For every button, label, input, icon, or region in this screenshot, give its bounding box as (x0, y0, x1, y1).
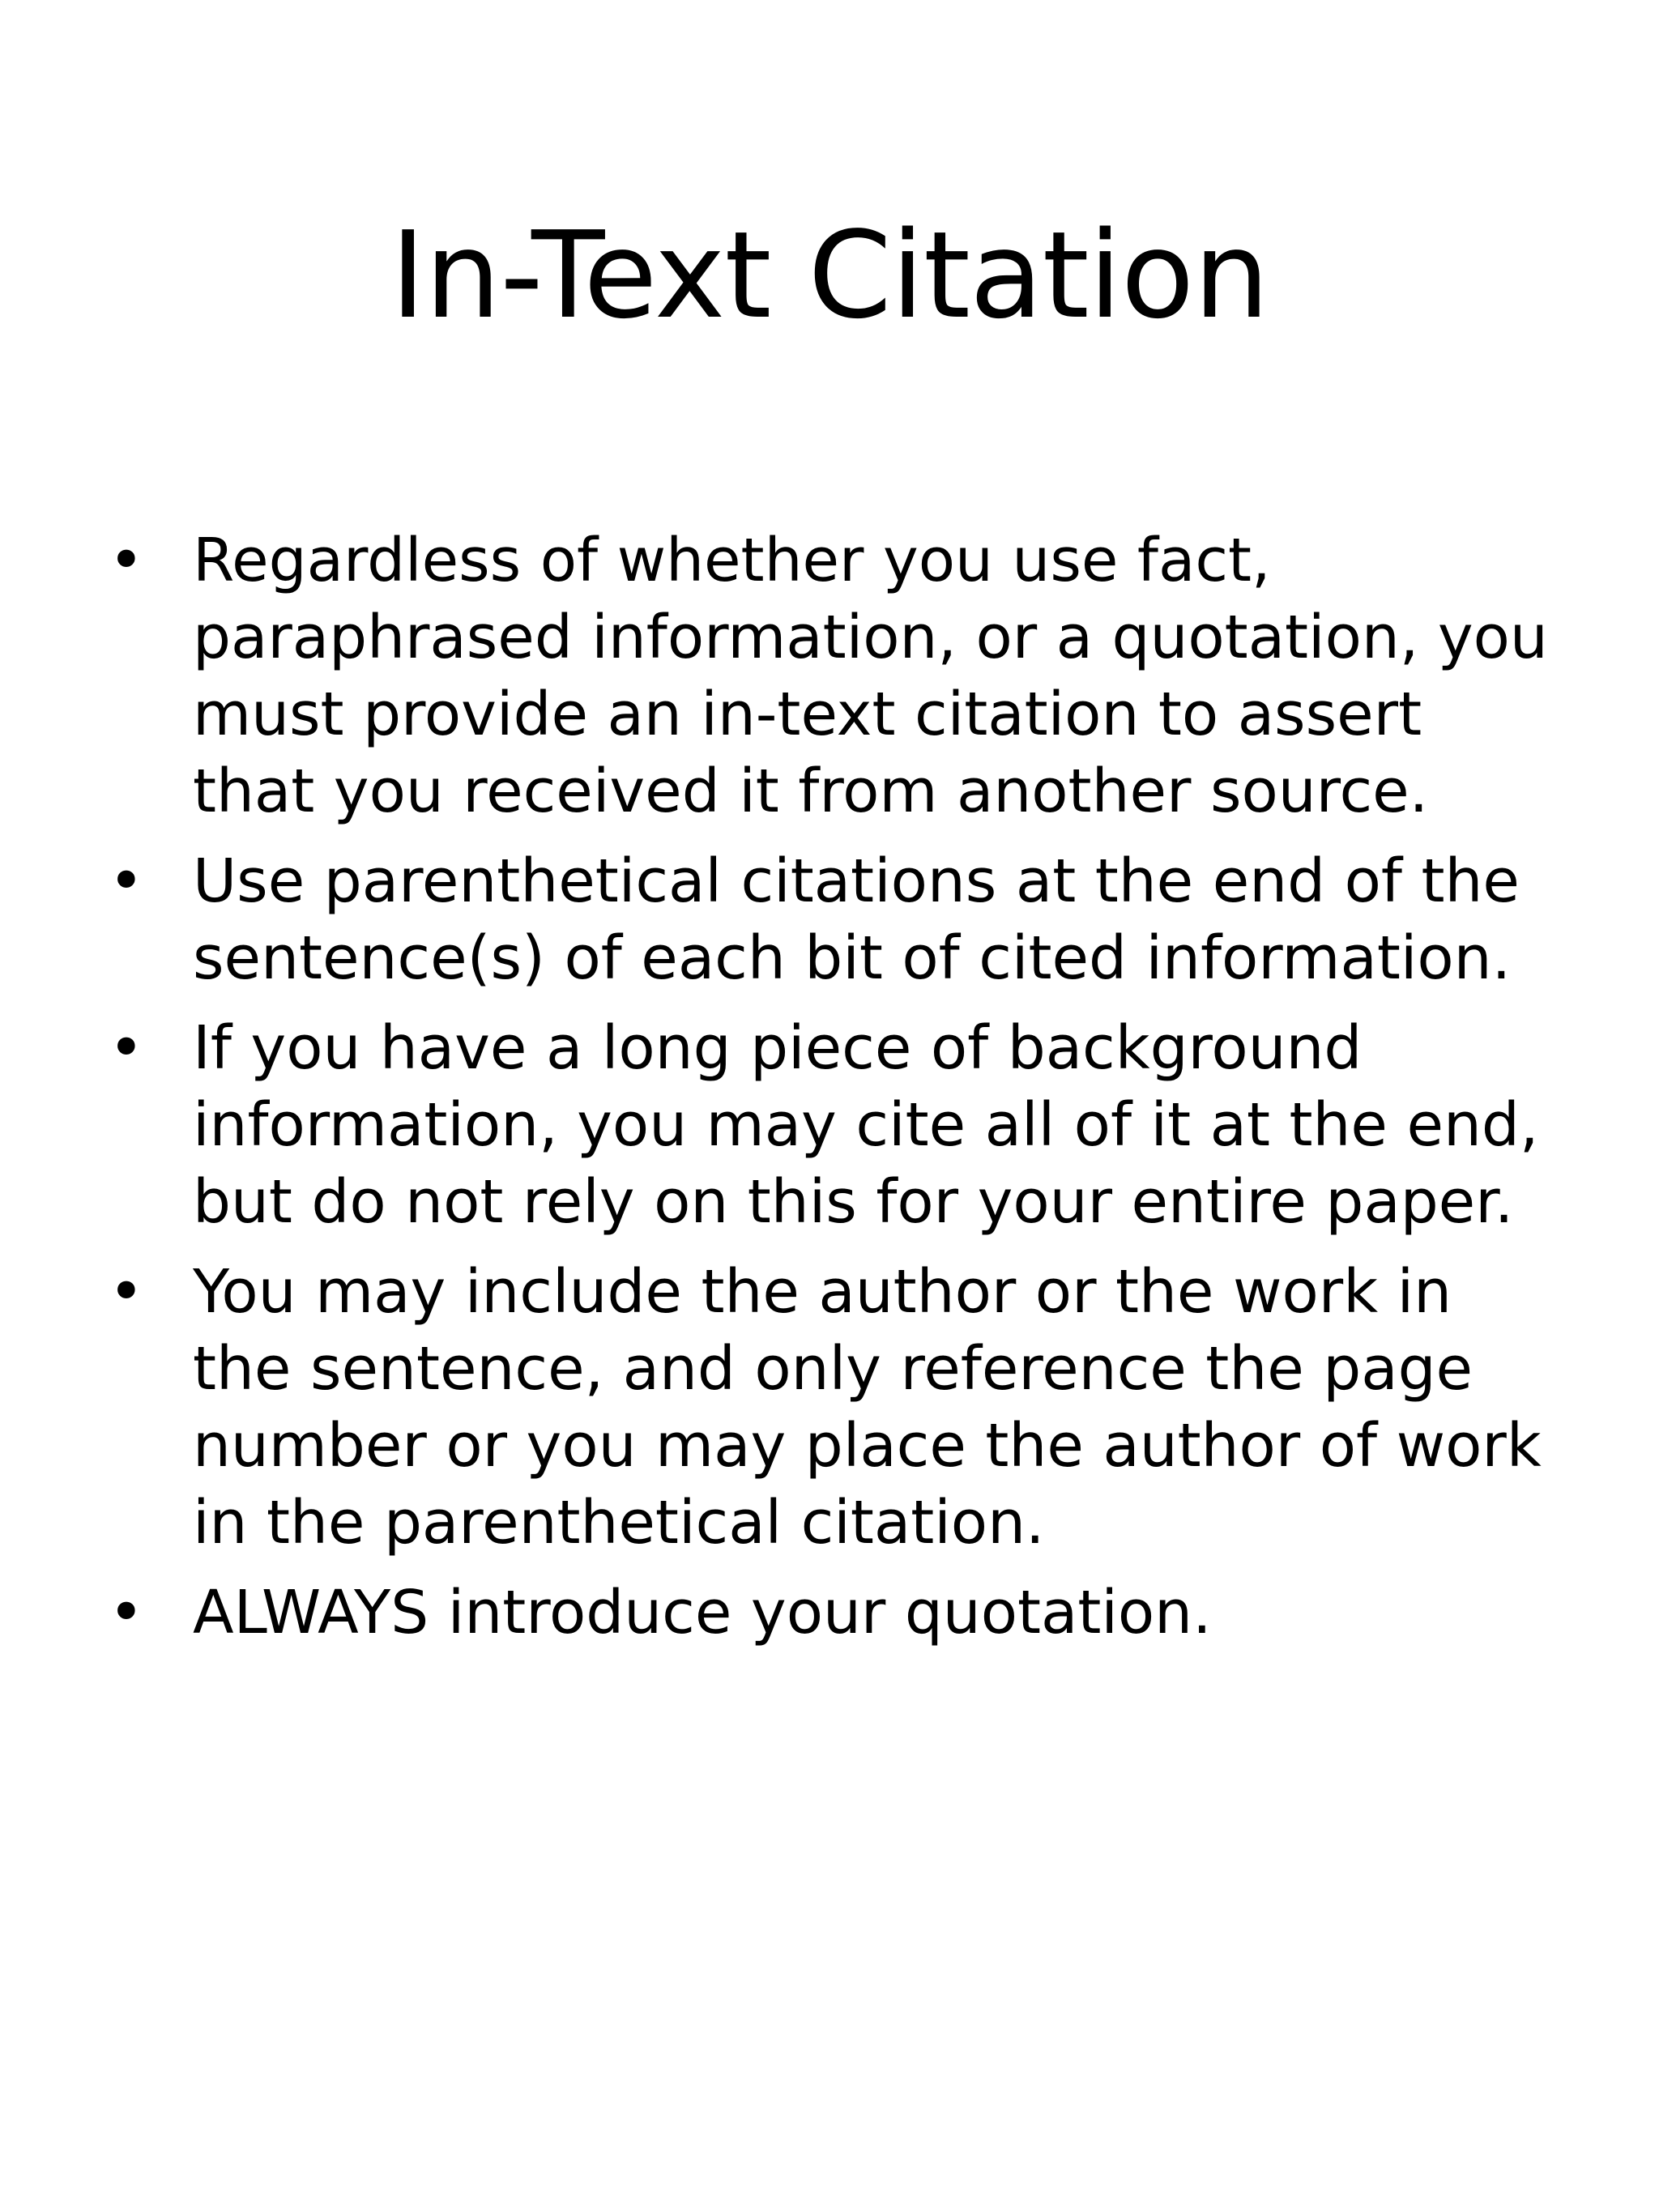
bullet-text: You may include the author or the work in the sentence, and only reference the page number or you may place the author of work in the parenthetical citation. (193, 1257, 1542, 1558)
bullet-icon: • (109, 1578, 144, 1647)
bullet-item (97, 522, 1555, 830)
bullet-list (97, 522, 1555, 1664)
bullet-item (97, 843, 1555, 997)
bullet-item (97, 1010, 1555, 1241)
bullet-icon: • (109, 846, 144, 916)
bullet-icon: • (109, 1257, 144, 1327)
bullet-icon: • (109, 526, 144, 595)
slide-title: In-Text Citation (390, 206, 1269, 345)
bullet-text: ALWAYS introduce your quotation. (193, 1578, 1212, 1647)
bullet-text: If you have a long piece of background information, you may cite all of it at the end, but do not rely on this for your entire paper. (193, 1013, 1539, 1237)
bullet-text: Use parenthetical citations at the end of the sentence(s) of each bit of cited information. (193, 846, 1520, 993)
bullet-item (97, 1575, 1555, 1652)
bullet-icon: • (109, 1013, 144, 1083)
bullet-item (97, 1254, 1555, 1562)
bullet-text: Regardless of whether you use fact, paraphrased information, or a quotation, you must provide an in-text citation to assert that you received it from another source. (193, 526, 1548, 826)
